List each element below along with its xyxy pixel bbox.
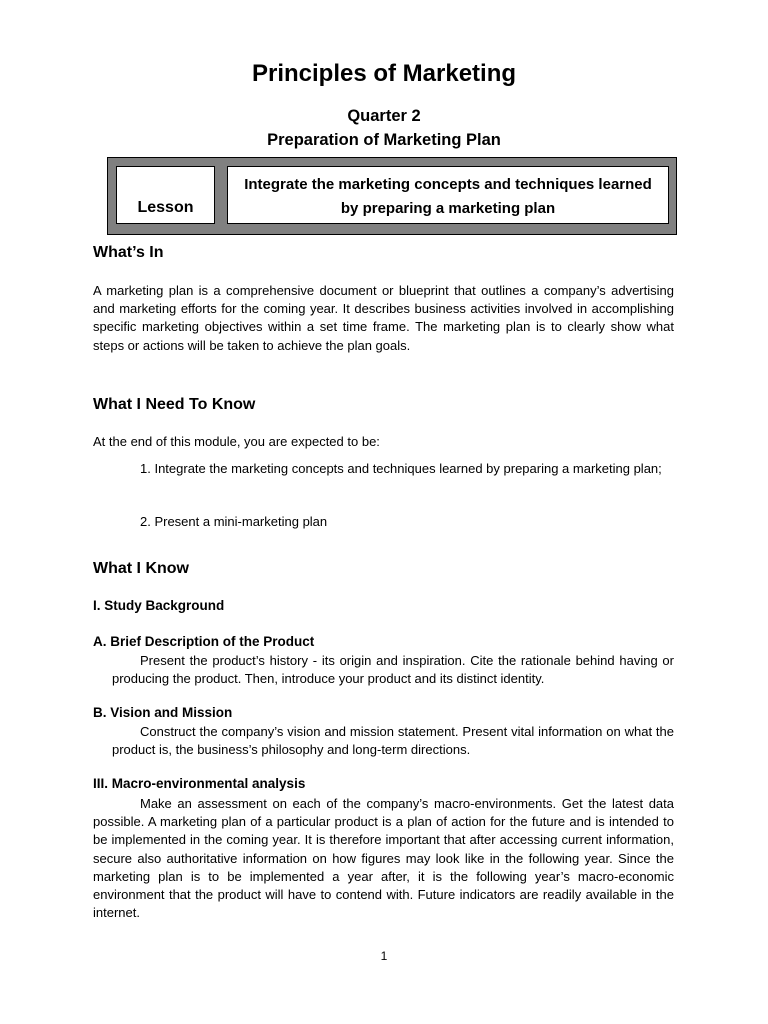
vision-mission-heading: B. Vision and Mission: [93, 705, 233, 720]
lesson-objective-text: Integrate the marketing concepts and techniques learned by preparing a marketing plan: [244, 176, 652, 217]
quarter-label: Quarter 2: [347, 107, 421, 125]
lesson-objective-cell: [227, 166, 669, 224]
document-subtitle: Preparation of Marketing Plan: [267, 131, 501, 149]
page-number: 1: [380, 949, 388, 963]
lesson-label-cell: [116, 166, 215, 224]
whats-in-heading: What’s In: [93, 244, 164, 261]
document-title: Principles of Marketing: [251, 60, 517, 87]
macro-analysis-body: Make an assessment on each of the company’s macro-environments. Get the latest data possible. A marketing plan of a particular product is a plan of action for the future and is intended to be implemented in the coming year. It is therefore important that after accessing current information, secure also authoritative information on how figures may look like in the following year. Since the marketing plan is to be implemented a year after, it is the following year’s macro-economic environment that the product will have to contend with. Future indicators are readily available in the internet.: [93, 796, 674, 921]
macro-analysis-heading: III. Macro-environmental analysis: [93, 776, 306, 791]
brief-description-heading: A. Brief Description of the Product: [93, 634, 315, 649]
brief-description-body: Present the product’s history - its origin and inspiration. Cite the rationale behind having or producing the product. Then, introduce your product and its distinct identity.: [112, 653, 674, 687]
objective-list-item: 1. Integrate the marketing concepts and techniques learned by preparing a marketing plan;: [140, 461, 662, 476]
need-to-know-intro: At the end of this module, you are expected to be:: [93, 434, 380, 449]
lesson-label: Lesson: [137, 199, 194, 216]
study-background-heading: I. Study Background: [93, 598, 225, 613]
need-to-know-heading: What I Need To Know: [93, 396, 256, 413]
vision-mission-body: Construct the company’s vision and mission statement. Present vital information on what the product is, the business’s philosophy and long-term directions.: [112, 724, 674, 758]
objective-list-item: 2. Present a mini-marketing plan: [140, 514, 328, 529]
whats-in-paragraph: A marketing plan is a comprehensive document or blueprint that outlines a company’s advertising and marketing efforts for the coming year. It describes business activities involved in accomplishing specific marketing objectives within a set time frame. The marketing plan is to clearly show what steps or actions will be taken to achieve the plan goals.: [93, 283, 674, 353]
what-i-know-heading: What I Know: [93, 560, 189, 577]
